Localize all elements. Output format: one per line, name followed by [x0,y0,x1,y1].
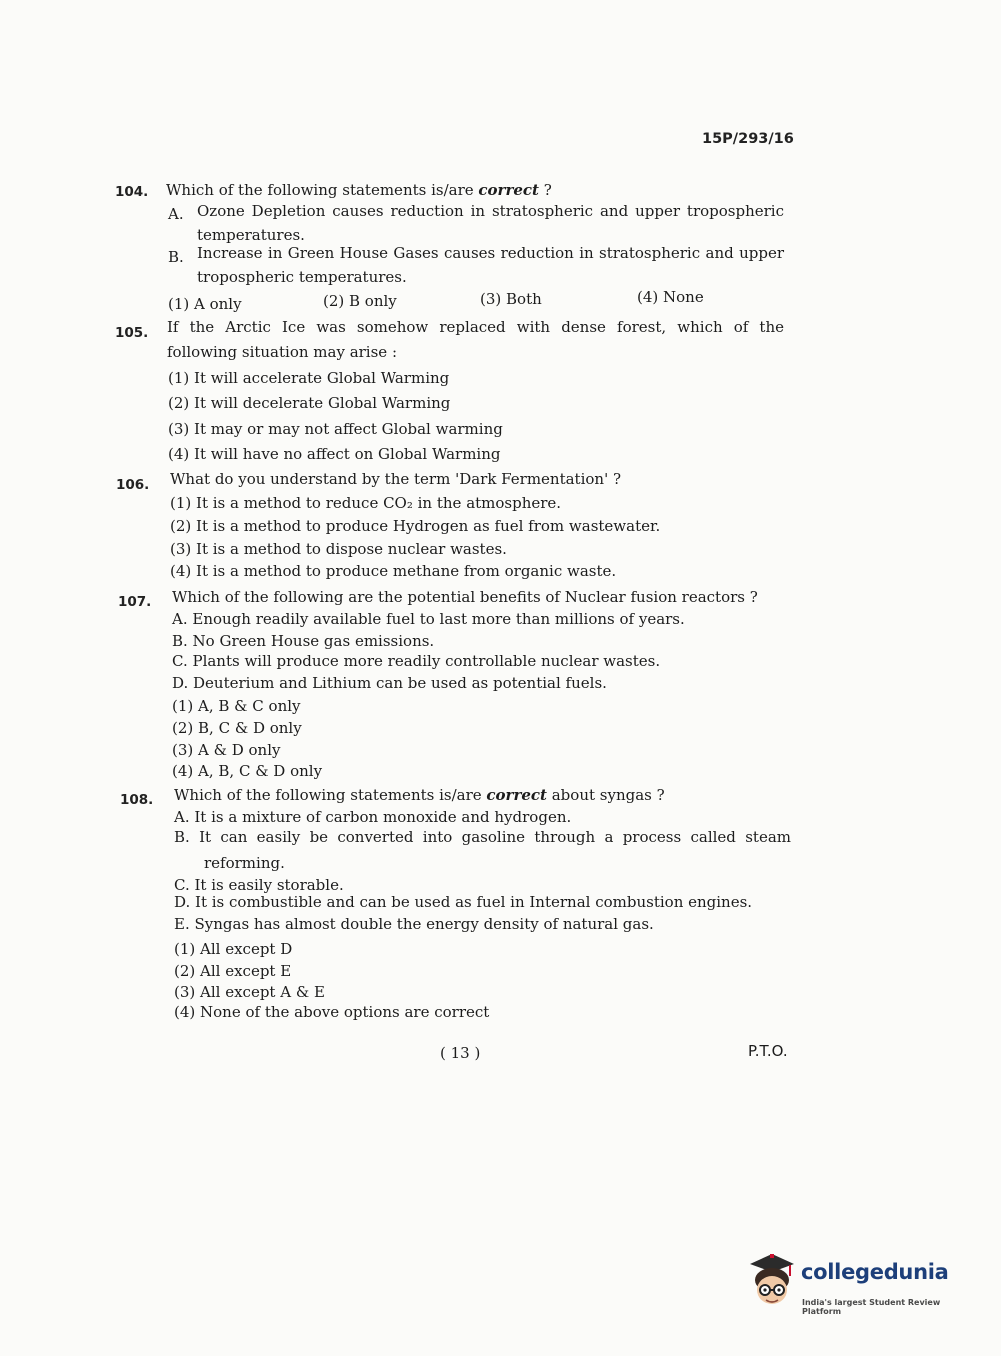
question-number-107: 107. [118,594,152,610]
statement-text: B. It can easily be converted into gasoline through a process called steam [174,828,791,846]
pto-label: P.T.O. [748,1042,788,1060]
statement-text: Increase in Green House Gases causes reduction in stratospheric and upper [197,244,784,262]
question-number-108: 108. [120,792,154,808]
statement-text: C. It is easily storable. [174,876,344,894]
option: (1) A, B & C only [172,697,301,715]
statement-text: D. Deuterium and Lithium can be used as potential fuels. [172,674,607,692]
question-number-105: 105. [115,325,149,341]
question-stem-106: What do you understand by the term 'Dark Fermentation' ? [170,470,622,488]
question-stem-105: following situation may arise : [167,343,398,361]
option: (4) It is a method to produce methane from organic waste. [170,562,617,580]
statement-text: D. It is combustible and can be used as fuel in Internal combustion engines. [174,893,753,911]
statement-text: E. Syngas has almost double the energy density of natural gas. [174,915,654,933]
paper-code: 15P/293/16 [702,131,794,147]
question-number-106: 106. [116,477,150,493]
statement-text: temperatures. [197,226,305,244]
option: (4) None [637,288,704,306]
option: (2) It is a method to produce Hydrogen as fuel from wastewater. [170,517,661,535]
question-stem-108: Which of the following statements is/are correct about syngas ? [174,786,665,804]
option: (1) It will accelerate Global Warming [168,369,450,387]
question-number-104: 104. [115,184,149,200]
option: (4) None of the above options are correct [174,1003,490,1021]
option: (4) It will have no affect on Global Warming [168,445,501,463]
logo-wordmark: collegedunia [801,1260,949,1284]
question-stem-105: If the Arctic Ice was somehow replaced with dense forest, which of the [167,318,784,336]
statement-text: C. Plants will produce more readily controllable nuclear wastes. [172,652,661,670]
page-number: ( 13 ) [440,1044,481,1062]
statement-text: tropospheric temperatures. [197,268,407,286]
statement-label: A. [168,205,184,223]
statement-text: A. Enough readily available fuel to last more than millions of years. [172,610,685,628]
option: (3) Both [480,290,542,308]
option: (3) All except A & E [174,983,325,1001]
option: (4) A, B, C & D only [172,762,323,780]
option: (3) It is a method to dispose nuclear wastes. [170,540,507,558]
statement-text: A. It is a mixture of carbon monoxide and hydrogen. [174,808,572,826]
option: (2) It will decelerate Global Warming [168,394,451,412]
collegedunia-logo [744,1250,974,1320]
statement-text: reforming. [204,854,285,872]
option: (2) B, C & D only [172,719,302,737]
statement-label: B. [168,248,184,266]
logo-tagline: India's largest Student Review Platform [802,1298,941,1316]
option: (1) It is a method to reduce CO₂ in the atmosphere. [170,494,562,512]
option: (2) B only [323,292,397,310]
mascot-icon [744,1250,800,1314]
question-stem-104: Which of the following statements is/are correct ? [166,181,552,199]
option: (3) A & D only [172,741,281,759]
option: (3) It may or may not affect Global warming [168,420,503,438]
option: (1) All except D [174,940,293,958]
option: (1) A only [168,295,242,313]
option: (2) All except E [174,962,292,980]
statement-text: Ozone Depletion causes reduction in stratospheric and upper tropospheric [197,202,784,220]
statement-text: B. No Green House gas emissions. [172,632,435,650]
question-stem-107: Which of the following are the potential benefits of Nuclear fusion reactors ? [172,588,758,606]
